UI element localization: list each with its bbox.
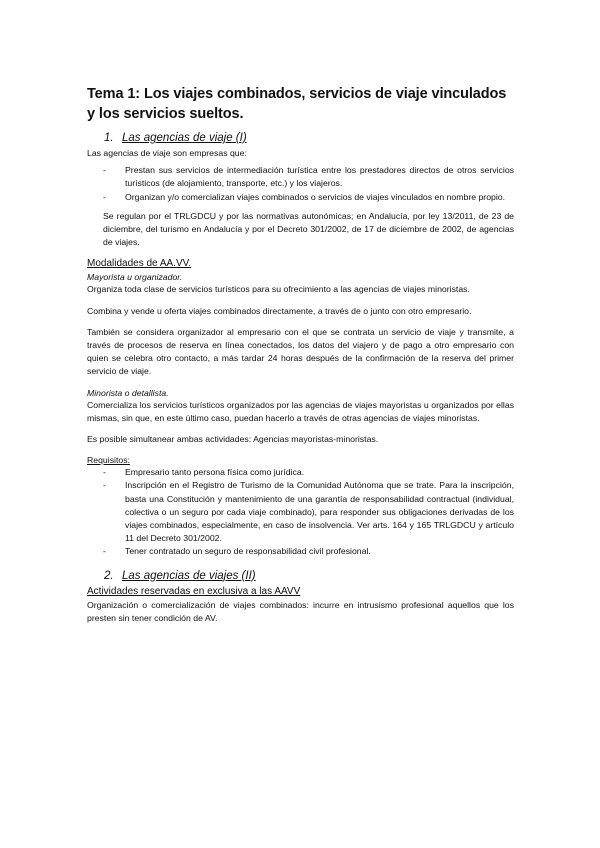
mayorista-paragraph: Combina y vende u oferta viajes combinados directamente, a través de o junto con otro empresario. [87,305,472,316]
section-2-paragraph: Organización o comercialización de viajes combinados: incurre en intrusismo profesional aquellos que los presten sin tener condición de AV. [87,599,514,623]
section-1-bullet-list [87,164,514,204]
mayorista-label: Mayorista u organizador. [87,272,183,283]
modalidades-heading: Modalidades de AA.VV. [87,258,192,270]
simultanear-paragraph: Es posible simultanear ambas actividades: Agencias mayoristas-minoristas. [87,434,379,445]
section-2-heading [104,569,514,583]
list-item: - Organizan y/o comercializan viajes combinados o servicios de viajes vinculados en nombre propio. [87,191,514,204]
requisitos-list [87,466,514,558]
list-item: - Tener contratado un seguro de responsabilidad civil profesional. [87,545,514,558]
actividades-reservadas-heading: Actividades reservadas en exclusiva a las AAVV [87,585,301,597]
section-2-number: 2. [104,569,114,582]
document-title: Tema 1: Los viajes combinados, servicios de viaje vinculados y los servicios sueltos. [87,86,507,122]
regulation-paragraph: Se regulan por el TRLGDCU y por las normativas autonómicas; en Andalucía, por ley 13/2011, de 23 de diciembre, del turismo en Andalucía y por el Decreto 301/2002, de 17 de diciembre de 2002, de agencias de viajes. [103,210,514,248]
list-item: - Empresario tanto persona física como jurídica. [87,466,514,479]
minorista-paragraph: Comercializa los servicios turísticos organizados por las agencias de viajes mayoristas u organizados por ellas mismas, sin que, en este último caso, puedan hacerlo a través de otras agencias de viajes minoristas. [87,399,514,423]
mayorista-paragraph: También se considera organizador al empresario con el que se contrata un servicio de viaje y transmite, a través de procesos de reserva en línea conectados, los datos del viajero y de pago a otro empresario con quien se celebra otro contacto, a más tardar 24 horas después de la confirmación de la reserva del primer servicio de viaje. [87,326,514,377]
section-1-heading-text: Las agencias de viaje (I) [122,132,247,144]
requisitos-label: Requisitos: [87,455,130,466]
section-2-heading-text: Las agencias de viajes (II) [122,569,256,582]
section-1-intro: Las agencias de viaje son empresas que: [87,148,247,158]
section-1-number: 1. [104,132,114,144]
document-page [87,84,514,633]
section-1-heading [104,131,514,145]
minorista-label: Minorista o detallista. [87,387,169,398]
mayorista-paragraph: Organiza toda clase de servicios turísticos para su ofrecimiento a las agencias de viajes minoristas. [87,284,470,295]
list-item: - Inscripción en el Registro de Turismo de la Comunidad Autónoma que se trate. Para la inscripción, basta una Constitución y mantenimiento de una garantía de responsabilidad contractual (individual, colectiva o un seguro por cada viaje combinado), para responder sus obligaciones derivadas de los viajes combinados, especialmente, en caso de insolvencia. Ver arts. 164 y 165 TRLGDCU y artículo 11 del Decreto 301/2002. [87,479,514,545]
list-item: - Prestan sus servicios de intermediación turística entre los prestadores directos de otros servicios turísticos (de alojamiento, transporte, etc.) y los viajeros. [87,164,514,190]
